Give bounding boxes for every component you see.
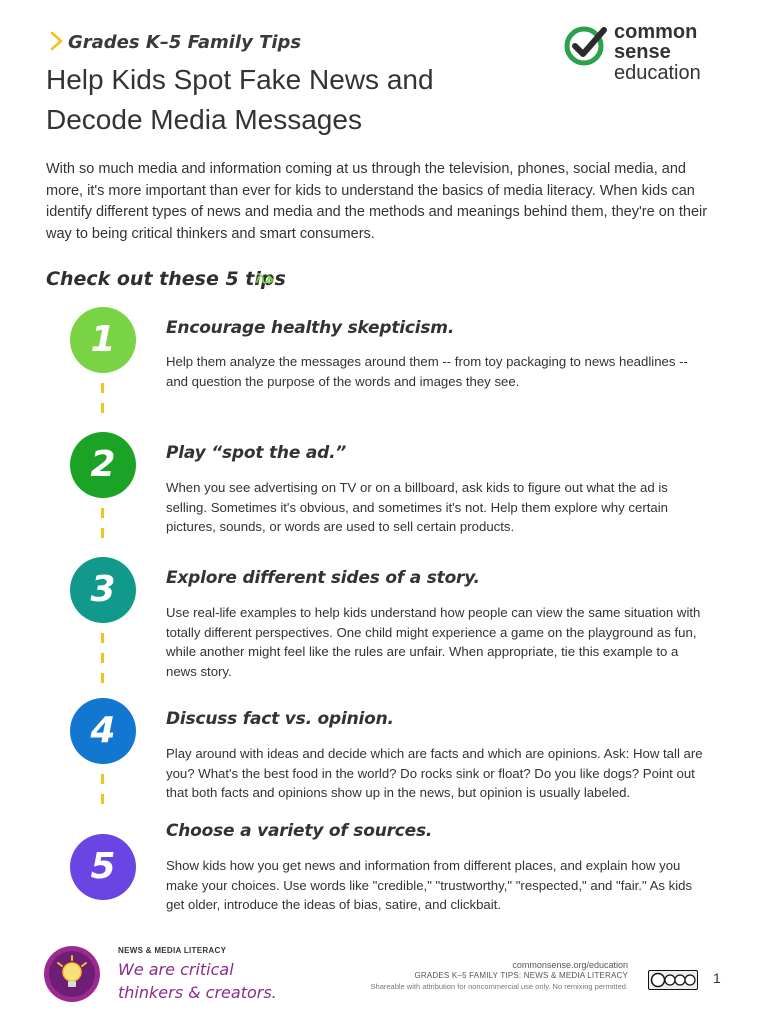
tip-number: 1 [90, 319, 116, 360]
page-title-line-1: Help Kids Spot Fake News and [46, 64, 434, 95]
logo-word-common: common [614, 21, 698, 43]
tip-number-circle [70, 307, 136, 373]
logo-word-sense: sense [614, 41, 671, 63]
lightbulb-badge [44, 946, 100, 1002]
connector-dash [101, 774, 104, 784]
creative-commons-license-icon [648, 970, 698, 990]
tip-number-circle [70, 698, 136, 764]
tip-number: 5 [90, 846, 116, 887]
tip-title: Choose a variety of sources. [166, 821, 433, 841]
tip-title: Play “spot the ad.” [166, 443, 347, 463]
page-title [46, 60, 526, 140]
footer-url[interactable]: commonsense.org/education [512, 960, 628, 970]
footer-kicker: NEWS & MEDIA LITERACY [118, 946, 227, 955]
tip-number-circle [70, 834, 136, 900]
badge-inner [49, 951, 95, 997]
tip-title: Explore different sides of a story. [166, 568, 480, 588]
slogan-line-1: We are critical [118, 960, 234, 979]
connector-dash [101, 528, 104, 538]
footer-slogan [118, 958, 318, 1004]
tip-body: Use real-life examples to help kids understand how people can view the same situation with totally different perspectives. One child might experience a game on the playground as fun, while another might feel like the rules are unfair. When appropriate, tie this example to a news story. [166, 605, 701, 679]
connector-dash [101, 383, 104, 393]
connector-dash [101, 673, 104, 683]
page-number: 1 [713, 970, 721, 986]
connector-dash [101, 508, 104, 518]
tip-number: 2 [90, 444, 116, 485]
connector-dash [101, 653, 104, 663]
lightbulb-icon [49, 951, 95, 997]
tip-number: 4 [90, 710, 116, 751]
squiggle-arrow-icon [255, 272, 277, 286]
footer-license: Shareable with attribution for noncommercial use only. No remixing permitted. [370, 982, 628, 991]
connector-dash [101, 403, 104, 413]
logo-word-education: education [614, 62, 701, 84]
tip-number: 3 [90, 569, 116, 610]
tip-title: Encourage healthy skepticism. [166, 318, 455, 338]
slogan-line-2: thinkers & creators. [118, 983, 277, 1002]
tips-heading: Check out these 5 tips [46, 268, 286, 290]
series-chevron-icon [50, 30, 64, 52]
intro-paragraph: With so much media and information coming at us through the television, phones, social media, and more, it's more important than ever for kids to understand the basics of media literacy. When kids can identify different types of news and media and the methods and meanings behind them, they're on their way to being critical thinkers and smart consumers. [46, 161, 708, 242]
tip-body: When you see advertising on TV or on a billboard, ask kids to figure out what the ad is selling. Sometimes it's obvious, and sometimes it's not. Help them explore why certain pictures, sounds, or words are used to sell certain products. [166, 480, 668, 534]
common-sense-logo [564, 22, 734, 92]
series-label: Grades K–5 Family Tips [68, 32, 302, 53]
connector-dash [101, 633, 104, 643]
connector-dash [101, 794, 104, 804]
page-title-line-2: Decode Media Messages [46, 104, 362, 135]
tip-body: Play around with ideas and decide which are facts and which are opinions. Ask: How tall are you? What's the best food in the world? Do rocks sink or float? Do you like dogs? Point out that both facts and opinions show up in the news, but opinion is usually labeled. [166, 746, 703, 800]
tip-title: Discuss fact vs. opinion. [166, 709, 394, 729]
tip-body: Help them analyze the messages around them -- from toy packaging to news headlines -- and question the purpose of the words and images they see. [166, 354, 688, 389]
tip-number-circle [70, 432, 136, 498]
footer-series: GRADES K–5 FAMILY TIPS: NEWS & MEDIA LITERACY [414, 971, 628, 980]
tip-body: Show kids how you get news and information from different places, and explain how you make your choices. Use words like "credible," "trustworthy," "respected," and "fair." As kids get older, introduce the ideas of bias, satire, and clickbait. [166, 858, 693, 912]
tip-number-circle [70, 557, 136, 623]
checkmark-circle-icon [564, 24, 608, 68]
